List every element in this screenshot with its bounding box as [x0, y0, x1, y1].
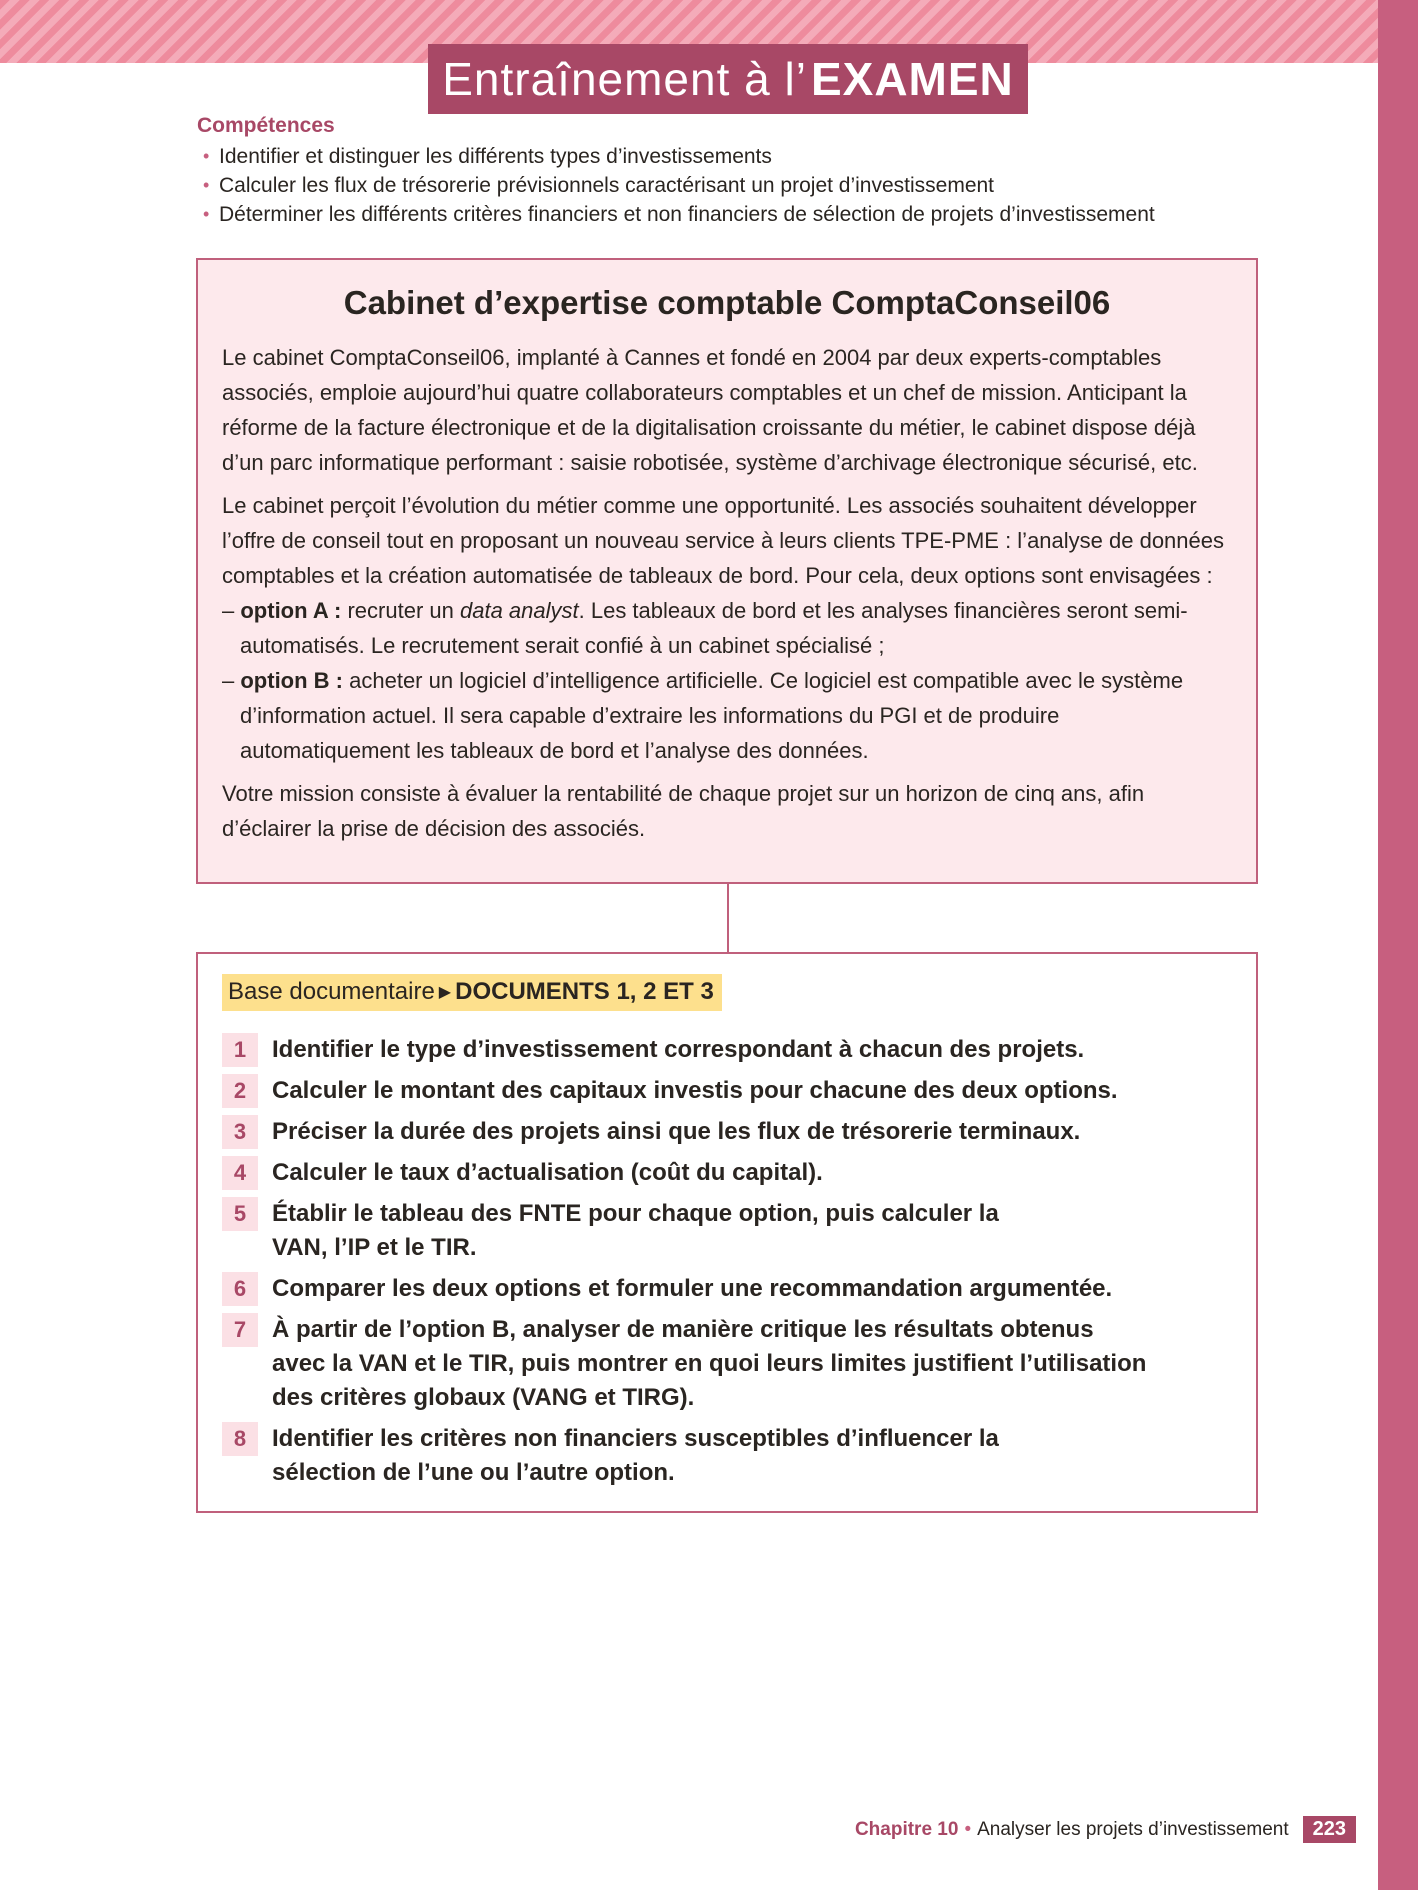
task-text: Préciser la durée des projets ainsi que les flux de trésorerie terminaux. [272, 1118, 1081, 1145]
option-a-label: option A : [240, 598, 342, 623]
documents-tag [222, 974, 722, 1011]
competence-text: Identifier et distinguer les différents types d’investissements [219, 145, 772, 168]
task-item [222, 1197, 1232, 1265]
chapter-title: Analyser les projets d’investissement [977, 1818, 1289, 1840]
option-b-label: option B : [240, 668, 343, 693]
task-text: Comparer les deux options et formuler une recommandation argumentée. [272, 1275, 1113, 1302]
task-number: 3 [222, 1115, 258, 1149]
triangle-right-icon: ▶ [438, 984, 452, 1001]
task-item [222, 1272, 1232, 1306]
option-a-text: recruter un [347, 598, 460, 623]
case-paragraph-2: Le cabinet perçoit l’évolution du métier comme une opportunité. Les associés souhaitent développer l’offre de conseil tout en proposant un nouveau service à leurs clients TPE-PME : l’analyse de données comptables et la création automatisée de tableaux de bord. Pour cela, deux options sont envisagées : [222, 493, 1224, 588]
task-number: 8 [222, 1422, 258, 1456]
task-number: 5 [222, 1197, 258, 1231]
task-number: 6 [222, 1272, 258, 1306]
option-b: – option B : acheter un logiciel d’intelligence artificielle. Ce logiciel est compatible avec le système d’information actuel. Il sera capable d’extraire les informations du PGI et de produire automatiquement les tableaux de bord et l’analyse des données. [222, 668, 1184, 763]
connector-line [727, 884, 729, 952]
option-b-text: acheter un logiciel d’intelligence artificielle. Ce logiciel est compatible avec le système d’information actuel. Il sera capable d’extraire les informations du PGI et de produire automatiquement les tableaux de bord et l’analyse des données. [240, 668, 1184, 763]
task-text: Identifier les critères non financiers susceptibles d’influencer la sélection de l’une ou l’autre option. [272, 1425, 999, 1486]
task-text: Calculer le montant des capitaux investis pour chacune des deux options. [272, 1077, 1118, 1104]
footer-separator: • [964, 1818, 972, 1840]
task-item [222, 1313, 1232, 1415]
task-number: 1 [222, 1033, 258, 1067]
tasks-box [196, 952, 1258, 1513]
competence-text: Déterminer les différents critères financiers et non financiers de sélection de projets d’investissement [219, 203, 1155, 226]
competence-item [203, 142, 1297, 171]
doc-label: Base documentaire [228, 978, 435, 1005]
bullet-icon: • [203, 204, 210, 224]
task-item [222, 1115, 1232, 1149]
task-item [222, 1422, 1232, 1490]
competences-section [197, 114, 1297, 229]
bullet-icon: • [203, 146, 210, 166]
option-a-text-end: . Les tableaux de bord et les analyses financières seront semi-automatisés. Le recrutement serait confié à un cabinet spécialisé ; [240, 598, 1188, 658]
option-a: – option A : recruter un data analyst. Les tableaux de bord et les analyses financières seront semi-automatisés. Le recrutement serait confié à un cabinet spécialisé ; [222, 598, 1188, 658]
task-number: 4 [222, 1156, 258, 1190]
case-paragraph-1: Le cabinet ComptaConseil06, implanté à Cannes et fondé en 2004 par deux experts-comptables associés, emploie aujourd’hui quatre collaborateurs comptables et un chef de mission. Anticipant la réforme de la facture électronique et de la digitalisation croissante du métier, le cabinet dispose déjà d’un parc informatique performant : saisie robotisée, système d’archivage électronique sécurisé, etc. [222, 345, 1198, 475]
task-text: Établir le tableau des FNTE pour chaque option, puis calculer la VAN, l’IP et le TIR. [272, 1200, 999, 1261]
chapter-number: Chapitre 10 [854, 1818, 959, 1840]
doc-ref: DOCUMENTS 1, 2 ET 3 [455, 978, 714, 1005]
competence-text: Calculer les flux de trésorerie prévisionnels caractérisant un projet d’investissement [219, 174, 995, 197]
side-bar [1378, 0, 1418, 1890]
case-context-box [196, 258, 1258, 884]
case-paragraph-3: Votre mission consiste à évaluer la rentabilité de chaque projet sur un horizon de cinq ans, afin d’éclairer la prise de décision des associés. [222, 781, 1145, 841]
task-list [222, 1033, 1232, 1490]
task-text: Identifier le type d’investissement correspondant à chacun des projets. [272, 1036, 1085, 1063]
task-number: 7 [222, 1313, 258, 1347]
competences-list [197, 142, 1297, 229]
option-a-italic: data analyst [459, 598, 579, 623]
task-text: À partir de l’option B, analyser de manière critique les résultats obtenus avec la VAN et le TIR, puis montrer en quoi leurs limites justifient l’utilisation des critères globaux (VANG et TIRG). [272, 1316, 1147, 1411]
task-item [222, 1074, 1232, 1108]
title-emphasis: EXAMEN [810, 53, 1014, 105]
task-text: Calculer le taux d’actualisation (coût du capital). [272, 1159, 823, 1186]
page-number: 223 [1303, 1816, 1356, 1843]
case-title: Cabinet d’expertise comptable ComptaConseil06 [343, 284, 1111, 321]
page-title-banner [428, 44, 1028, 114]
task-number: 2 [222, 1074, 258, 1108]
page-footer [855, 1816, 1356, 1843]
competence-item [203, 171, 1297, 200]
task-item [222, 1033, 1232, 1067]
competence-item [203, 200, 1297, 229]
task-item [222, 1156, 1232, 1190]
competences-heading: Compétences [197, 114, 335, 137]
title-prefix: Entraînement à l’ [442, 53, 807, 105]
bullet-icon: • [203, 175, 210, 195]
